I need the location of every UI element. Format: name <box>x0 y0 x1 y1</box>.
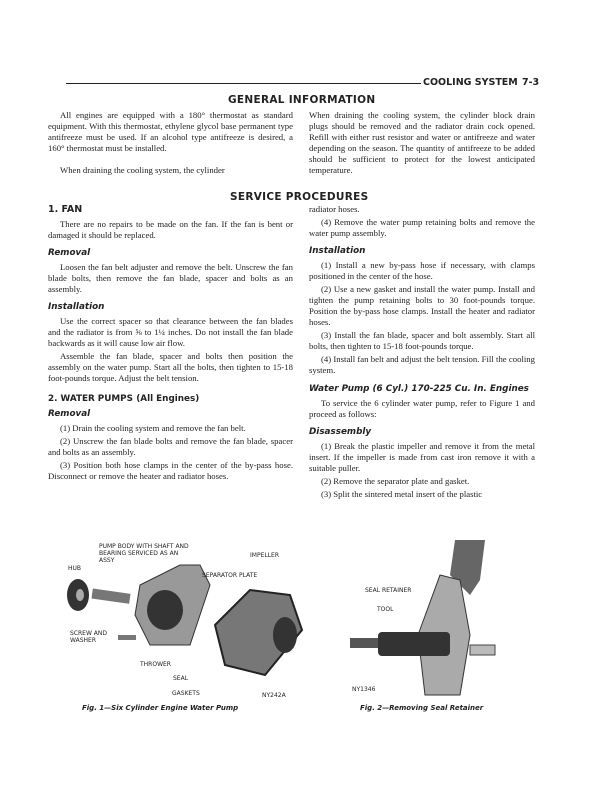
removal-heading: Removal <box>48 409 91 419</box>
list-item: (2) Use a new gasket and install the water pump. Install and tighten the pump retaining bolts to 30 foot-pounds torque. Position the by-pass hose clamps. Install the heater and radiator hoses. <box>309 284 535 327</box>
paragraph: To service the 6 cylinder water pump, refer to Figure 1 and proceed as follows: <box>309 398 535 419</box>
paragraph: All engines are equipped with a 180° thermostat as standard equipment. With this thermostat, ethylene glycol base permanent type antifreeze must be used. If an alcohol type antifreeze is desired, a 160° thermostat must be installed. <box>48 110 293 153</box>
label-seal-retainer: SEAL RETAINER <box>365 587 412 594</box>
list-item: (1) Break the plastic impeller and remove it from the metal insert. If the impeller is made from cast iron remove it with a suitable puller. <box>309 441 535 473</box>
figure-1-caption: Fig. 1—Six Cylinder Engine Water Pump <box>82 704 239 712</box>
paragraph: When draining the cooling system, the cylinder block drain plugs should be removed and the radiator drain cock opened. Refill with either rust resistor and water or antifreeze and water depending on the season. The quantity of antifreeze to be added should be sufficient to protect for the lowest anticipated temperature. <box>309 110 535 175</box>
label-seal: SEAL <box>173 675 189 682</box>
figure-1-water-pump-exploded <box>40 535 310 705</box>
installation-heading: Installation <box>48 302 105 312</box>
list-item: (1) Install a new by-pass hose if necessary, with clamps positioned in the center of the hose. <box>309 260 535 281</box>
paragraph: Assemble the fan blade, spacer and bolts then position the assembly on the water pump. Start all the bolts, then tighten to 15-18 foot-pounds torque. Adjust the belt tension. <box>48 351 293 383</box>
general-information-heading: GENERAL INFORMATION <box>228 94 376 106</box>
list-item: (4) Remove the water pump retaining bolts and remove the water pump assembly. <box>309 217 535 238</box>
heading-text: 2. WATER PUMPS <box>48 394 133 404</box>
fan-heading: 1. FAN <box>48 204 83 215</box>
label-separator-plate: SEPARATOR PLATE <box>202 572 258 579</box>
label-tool: TOOL <box>377 606 394 613</box>
removal-heading: Removal <box>48 248 91 258</box>
label-screw-washer: SCREW AND WASHER <box>70 630 108 644</box>
page-number: 7-3 <box>522 77 540 88</box>
figure-code: NY242A <box>262 692 286 699</box>
water-pumps-heading <box>48 393 293 405</box>
general-col-left <box>48 110 293 156</box>
service-col-left <box>48 204 293 484</box>
label-impeller: IMPELLER <box>250 552 280 559</box>
paragraph: Use the correct spacer so that clearance between the fan blades and the radiator is from ⅝ to 1¼ inches. Do not install the fan blade backwards as it will cause low air flow. <box>48 316 293 348</box>
list-item: (4) Install fan belt and adjust the belt tension. Fill the cooling system. <box>309 354 535 375</box>
header-rule <box>66 83 421 84</box>
list-item: (3) Install the fan blade, spacer and bolt assembly. Start all bolts, then tighten to 15-18 foot-pounds torque. <box>309 330 535 351</box>
general-col-left-cont <box>48 165 293 177</box>
figure-code: NY1346 <box>352 686 376 693</box>
list-item: (1) Drain the cooling system and remove the fan belt. <box>60 423 246 433</box>
six-cyl-heading: Water Pump (6 Cyl.) 170-225 Cu. In. Engines <box>309 384 529 394</box>
label-thrower: THROWER <box>140 661 171 668</box>
list-item: (3) Position both hose clamps in the center of the by-pass hose. Disconnect or remove the heater and radiator hoses. <box>48 460 293 481</box>
section-title: COOLING SYSTEM <box>423 77 518 88</box>
installation-heading: Installation <box>309 246 366 256</box>
paragraph: There are no repairs to be made on the fan. If the fan is bent or damaged it should be replaced. <box>48 219 293 240</box>
seal-retainer-removal-illustration <box>330 535 560 705</box>
label-pump-body: PUMP BODY WITH SHAFT AND BEARING SERVICED AS AN ASSY <box>99 543 189 564</box>
heading-sub: (All Engines) <box>136 394 200 404</box>
label-hub: HUB <box>68 565 82 572</box>
label-gaskets: GASKETS <box>172 690 200 697</box>
general-col-right <box>309 110 535 176</box>
paragraph: Loosen the fan belt adjuster and remove the belt. Unscrew the fan blade bolts, then remove the fan blade, spacer and bolts as an assembly. <box>48 262 293 294</box>
disassembly-heading: Disassembly <box>309 427 372 437</box>
list-item: (2) Remove the separator plate and gasket. <box>321 476 470 486</box>
service-procedures-heading: SERVICE PROCEDURES <box>230 191 369 203</box>
figure-2-seal-retainer <box>330 535 560 705</box>
list-item: (3) Split the sintered metal insert of the plastic <box>321 489 483 499</box>
paragraph: When draining the cooling system, the cylinder <box>60 165 225 175</box>
list-item: (2) Unscrew the fan blade bolts and remove the fan blade, spacer and bolts as an assembly. <box>48 436 293 457</box>
service-col-right <box>309 204 535 502</box>
paragraph: radiator hoses. <box>309 204 360 214</box>
figure-2-caption: Fig. 2—Removing Seal Retainer <box>360 704 484 712</box>
